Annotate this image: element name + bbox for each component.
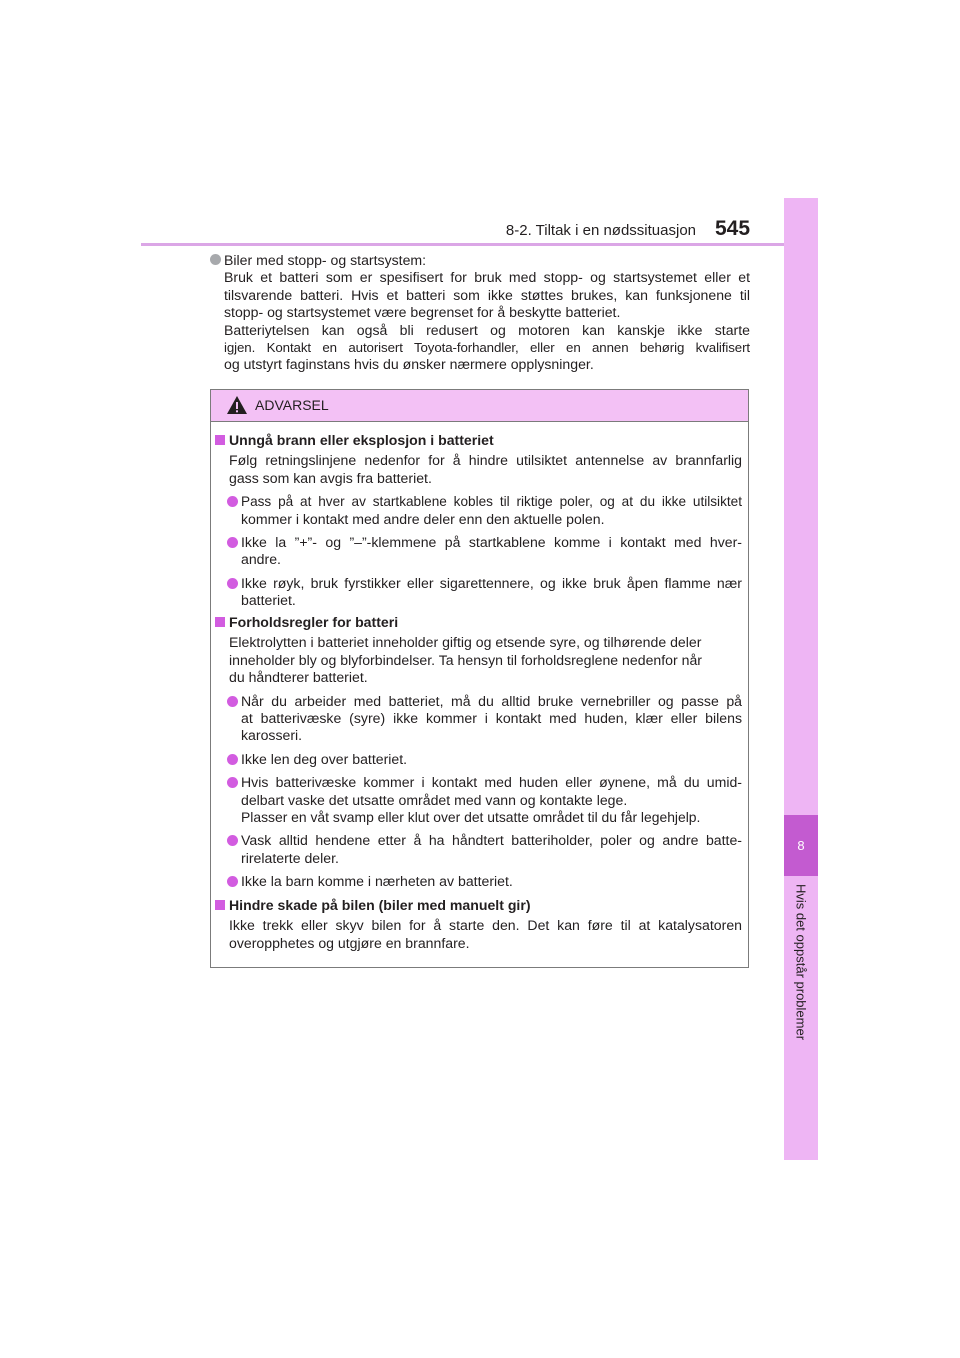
chapter-title: Hvis det oppstår problemer	[793, 883, 809, 1041]
chapter-number-tab[interactable]	[784, 815, 818, 876]
item-line: rirelaterte deler.	[241, 849, 339, 866]
section-heading: Hindre skade på bilen (biler med manuelt gir)	[214, 897, 742, 914]
bullet-dot	[227, 876, 238, 887]
intro-line: Batteriytelsen kan også bli redusert og motoren kan kanskje ikke starte	[224, 321, 750, 338]
item-line: Når du arbeider med batteriet, må du alltid bruke vernebriller og passe på	[241, 692, 742, 709]
intro-line: tilsvarende batteri. Hvis et batteri som ikke støttes brukes, kan funksjonene til	[224, 286, 750, 303]
bullet-dot	[210, 254, 221, 265]
item-line: at batterivæske (syre) ikke kommer i kontakt med huden, klær eller bilens	[241, 710, 742, 727]
section-body	[214, 917, 742, 952]
body-line: gass som kan avgis fra batteriet.	[229, 469, 432, 486]
item-line: Pass på at hver av startkablene kobles til riktige poler, og at du ikke utilsiktet	[241, 494, 742, 510]
body-line: inneholder bly og blyforbindelser. Ta hensyn til forholdsreglene nedenfor når	[229, 651, 702, 668]
intro-line: igjen. Kontakt en autorisert Toyota-forhandler, eller en annen behørig kvalifisert	[224, 340, 750, 356]
bullet-dot	[227, 777, 238, 788]
header-rule	[141, 243, 818, 246]
section-body	[214, 452, 742, 487]
item-line: kommer i kontakt med andre deler enn den aktuelle polen.	[241, 510, 605, 527]
item-line: Ikke la ”+”- og ”–”-klemmene på startkablene komme i kontakt med hver-	[241, 534, 742, 551]
intro-line: Bruk et batteri som er spesifisert for bruk med stopp- og startsystemet eller et	[224, 269, 750, 286]
item-line: Plasser en våt svamp eller klut over det utsatte området til du får legehjelp.	[241, 809, 701, 826]
bullet-dot	[227, 578, 238, 589]
warning-section	[214, 432, 742, 610]
list-item	[214, 832, 742, 867]
chapter-number: 8	[797, 838, 805, 853]
warning-section	[214, 897, 742, 952]
body-line: overopphetes og utgjøre en brannfare.	[229, 934, 470, 951]
warning-section	[214, 614, 742, 891]
section-title: 8-2. Tiltak i en nødssituasjon	[505, 222, 696, 239]
bullet-dot	[227, 835, 238, 846]
item-line: karosseri.	[241, 727, 303, 744]
page-number: 545	[715, 217, 751, 240]
warning-triangle-icon	[226, 395, 248, 415]
section-body	[214, 634, 742, 686]
section-heading: Unngå brann eller eksplosjon i batteriet	[214, 432, 742, 449]
item-line: delbart vaske det utsatte området med vann og kontakte lege.	[241, 791, 628, 808]
bullet-dot	[227, 537, 238, 548]
body-line: Elektrolytten i batteriet inneholder giftig og etsende syre, og tilhørende deler	[229, 634, 702, 651]
section-heading: Forholdsregler for batteri	[214, 614, 742, 631]
square-bullet-icon	[215, 435, 225, 445]
item-line: Ikke la barn komme i nærheten av batteriet.	[241, 873, 513, 890]
bullet-dot	[227, 496, 238, 507]
list-item	[214, 493, 742, 528]
item-line: Vask alltid hendene etter å ha håndtert batteriholder, poler og andre batte-	[241, 832, 742, 849]
list-item	[214, 751, 742, 768]
warning-header	[211, 390, 748, 422]
intro-paragraph	[224, 252, 750, 374]
list-item	[214, 575, 742, 610]
item-line: batteriet.	[241, 592, 296, 609]
body-line: Ikke trekk eller skyv bilen for å starte den. Det kan føre til at katalysatoren	[229, 917, 742, 934]
body-line: Følg retningslinjene nedenfor for å hindre utilsiktet antennelse av brannfarlig	[229, 452, 742, 469]
list-item	[214, 873, 742, 890]
bullet-dot	[227, 696, 238, 707]
warning-box	[210, 389, 749, 968]
item-line: Hvis batterivæske kommer i kontakt med huden eller øynene, må du umid-	[241, 774, 742, 791]
list-item	[214, 774, 742, 826]
square-bullet-icon	[215, 900, 225, 910]
list-item	[214, 693, 742, 745]
item-line: Ikke len deg over batteriet.	[241, 750, 408, 767]
square-bullet-icon	[215, 617, 225, 627]
warning-title: ADVARSEL	[255, 397, 329, 413]
bullet-dot	[227, 754, 238, 765]
body-line: du håndterer batteriet.	[229, 669, 368, 686]
item-line: Ikke røyk, bruk fyrstikker eller sigarettennere, og ikke bruk åpen flamme nær	[241, 574, 742, 591]
item-line: andre.	[241, 551, 281, 568]
intro-line: stopp- og startsystemet være begrenset for å beskytte batteriet.	[224, 304, 621, 321]
list-item	[214, 534, 742, 569]
intro-line: og utstyrt faginstans hvis du ønsker nærmere opplysninger.	[224, 356, 594, 373]
intro-line: Biler med stopp- og startsystem:	[224, 252, 427, 268]
